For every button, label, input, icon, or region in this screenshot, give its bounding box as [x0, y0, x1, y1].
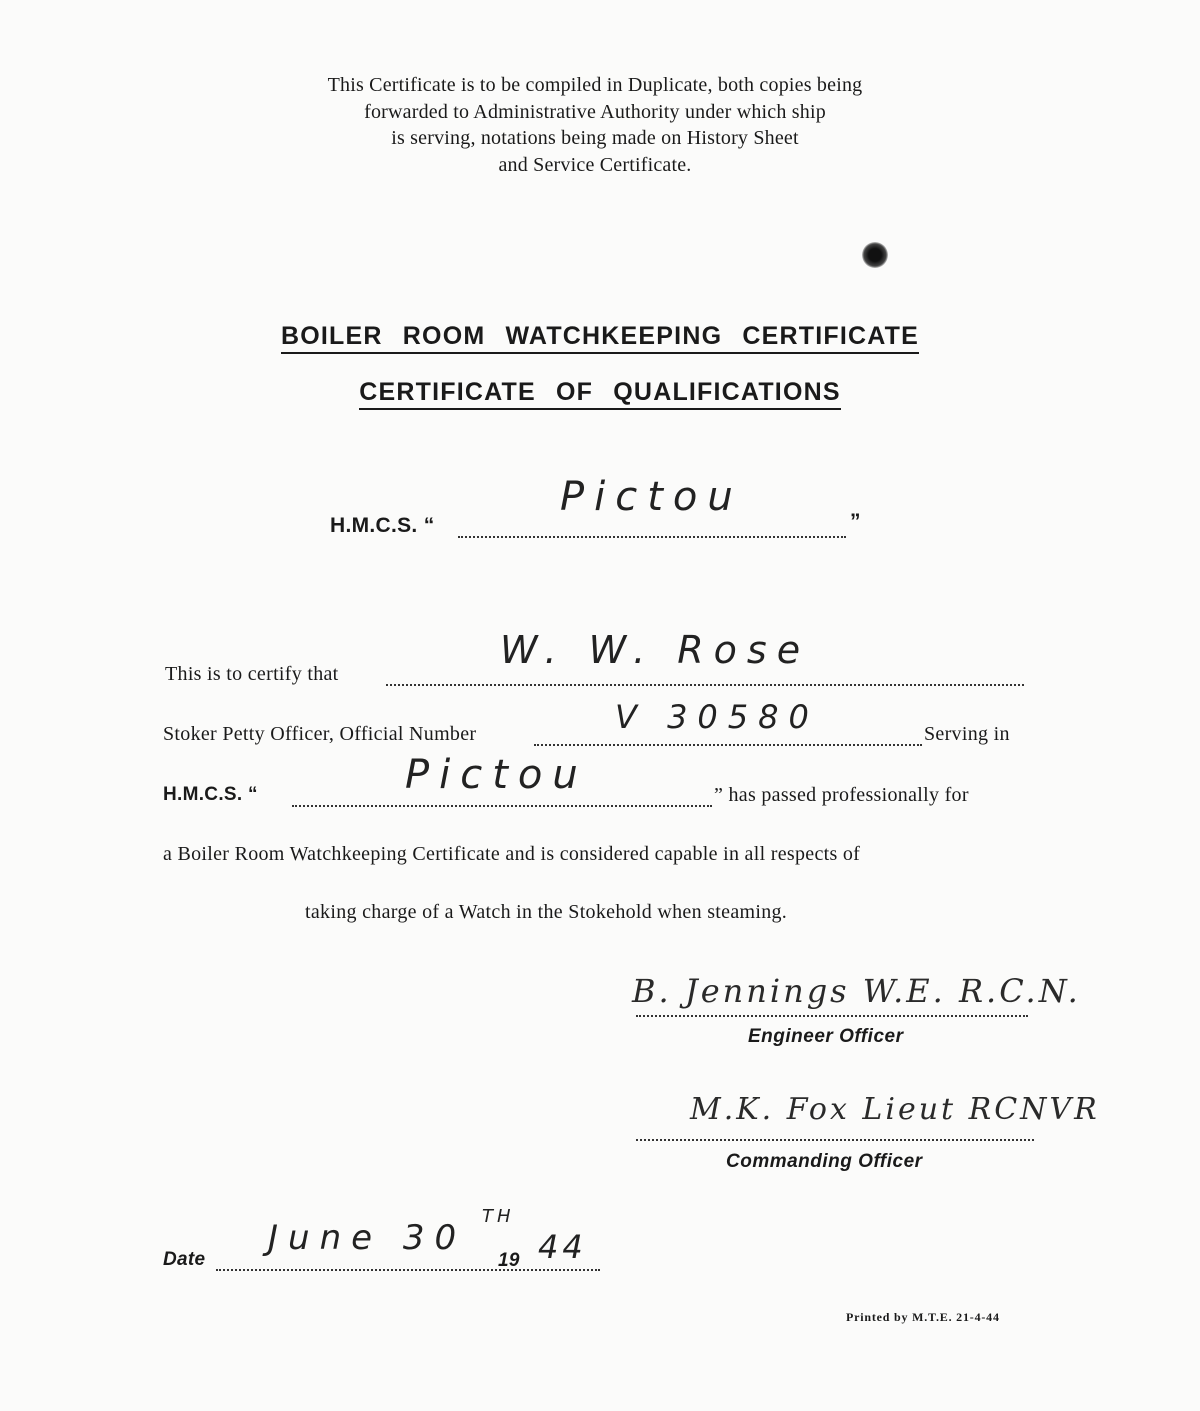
notice-line-2: forwarded to Administrative Authority under which ship: [364, 100, 826, 123]
date-day-suffix-handwritten: TH: [482, 1206, 515, 1227]
ship-header-suffix: ”: [850, 510, 861, 533]
qualification-line: a Boiler Room Watchkeeping Certificate and is considered capable in all respects of: [163, 843, 861, 865]
commanding-signature: M.K. Fox Lieut RCNVR: [690, 1092, 1100, 1127]
certificate-subtitle: CERTIFICATE OF QUALIFICATIONS: [0, 378, 1200, 407]
serving-label: Serving in: [924, 723, 1010, 745]
notice-line-1: This Certificate is to be compiled in Duplicate, both copies being: [327, 74, 863, 96]
notice-line-3: is serving, notations being made on History Sheet: [391, 127, 799, 149]
date-dots: [216, 1269, 600, 1271]
number-dots: [534, 744, 922, 746]
certify-dots: [386, 684, 1024, 686]
date-century: 19: [498, 1250, 520, 1271]
commanding-officer-label: Commanding Officer: [726, 1151, 923, 1172]
ship-header-dots: [458, 536, 846, 538]
ship-dots: [292, 805, 712, 807]
rank-label: Stoker Petty Officer, Official Number: [163, 723, 477, 745]
ship-header-prefix: H.M.C.S. “: [330, 514, 435, 537]
commanding-dots: [636, 1139, 1034, 1141]
printer-imprint: Printed by M.T.E. 21-4-44: [846, 1310, 1000, 1324]
certificate-title: BOILER ROOM WATCHKEEPING CERTIFICATE: [0, 322, 1200, 351]
ship-name-handwritten: Pictou: [405, 752, 588, 798]
certify-name-handwritten: W. W. Rose: [500, 628, 811, 672]
passed-text: ” has passed professionally for: [714, 784, 969, 806]
ship-header-handwritten: Pictou: [560, 474, 743, 520]
notice-line-4: and Service Certificate.: [498, 153, 692, 176]
engineer-dots: [636, 1015, 1028, 1017]
engineer-officer-label: Engineer Officer: [748, 1026, 904, 1047]
ink-stain: [862, 242, 888, 268]
compilation-notice: [230, 72, 960, 178]
date-month-day-handwritten: June 30: [268, 1218, 467, 1258]
engineer-signature: B. Jennings W.E. R.C.N.: [632, 972, 1081, 1010]
date-label: Date: [163, 1249, 206, 1270]
official-number-handwritten: V 30580: [615, 698, 819, 736]
date-year-handwritten: 44: [538, 1228, 587, 1266]
hmcs-prefix: H.M.C.S. “: [163, 784, 258, 805]
certify-label: This is to certify that: [165, 663, 339, 685]
duty-line: taking charge of a Watch in the Stokehold when steaming.: [305, 901, 788, 923]
